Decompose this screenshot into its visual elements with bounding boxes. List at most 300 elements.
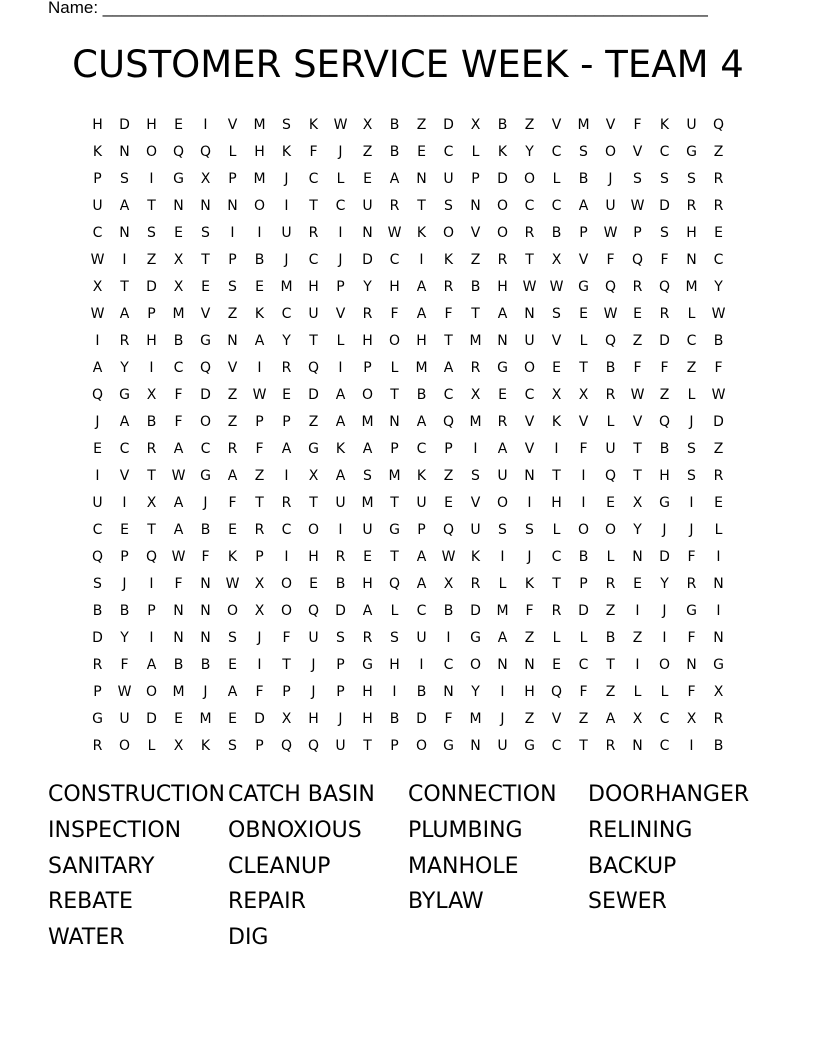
grid-letter: Z — [254, 468, 265, 484]
grid-letter: I — [419, 657, 424, 673]
grid-letter: T — [579, 738, 588, 754]
grid-letter: S — [552, 306, 561, 322]
word-bank-item: REBATE — [48, 889, 133, 915]
grid-letter: Z — [362, 144, 373, 160]
grid-letter: U — [281, 225, 292, 241]
grid-letter: A — [227, 684, 238, 700]
grid-letter: K — [497, 144, 508, 160]
grid-row — [84, 193, 732, 220]
grid-letter: Z — [416, 117, 427, 133]
grid-letter: Q — [91, 549, 104, 565]
grid-letter: C — [524, 387, 535, 403]
grid-letter: Y — [282, 333, 291, 349]
grid-letter: B — [713, 333, 724, 349]
grid-letter: C — [92, 522, 103, 538]
grid-letter: U — [524, 333, 535, 349]
grid-letter: U — [686, 117, 697, 133]
grid-letter: P — [336, 657, 345, 673]
grid-letter: F — [687, 630, 696, 646]
grid-letter: W — [630, 198, 645, 214]
grid-letter: I — [473, 441, 478, 457]
grid-letter: R — [254, 522, 265, 538]
grid-letter: C — [443, 144, 454, 160]
grid-letter: L — [660, 684, 669, 700]
grid-letter: K — [200, 738, 211, 754]
grid-letter: Z — [632, 630, 643, 646]
grid-letter: I — [257, 225, 262, 241]
grid-letter: M — [172, 684, 185, 700]
grid-letter: M — [199, 711, 212, 727]
grid-letter: D — [416, 711, 427, 727]
grid-letter: S — [201, 225, 210, 241]
grid-letter: G — [578, 279, 589, 295]
grid-letter: N — [119, 225, 130, 241]
grid-letter: F — [714, 360, 723, 376]
word-bank-item: DOORHANGER — [588, 782, 750, 807]
grid-letter: D — [659, 549, 670, 565]
grid-letter: T — [633, 468, 642, 484]
grid-letter: J — [284, 171, 289, 187]
grid-letter: E — [606, 495, 615, 511]
grid-letter: N — [200, 603, 211, 619]
grid-letter: I — [581, 468, 586, 484]
grid-letter: H — [416, 333, 427, 349]
grid-letter: A — [119, 414, 130, 430]
grid-letter: Q — [442, 522, 455, 538]
grid-letter: W — [117, 684, 132, 700]
grid-letter: R — [443, 279, 454, 295]
grid-letter: O — [469, 657, 482, 673]
word-bank-item: DIG — [228, 925, 269, 951]
grid-letter: H — [362, 711, 373, 727]
grid-letter: I — [689, 738, 694, 754]
grid-letter: D — [713, 414, 724, 430]
grid-letter: N — [119, 144, 130, 160]
grid-letter: D — [200, 387, 211, 403]
grid-letter: S — [471, 468, 480, 484]
grid-letter: B — [173, 333, 184, 349]
grid-letter: I — [284, 549, 289, 565]
grid-letter: I — [230, 225, 235, 241]
word-bank-item: WATER — [48, 925, 125, 951]
grid-letter: C — [173, 360, 184, 376]
grid-letter: R — [551, 603, 562, 619]
grid-letter: F — [525, 603, 534, 619]
grid-letter: P — [444, 441, 453, 457]
grid-letter: I — [554, 441, 559, 457]
grid-letter: Z — [524, 117, 535, 133]
grid-letter: T — [147, 198, 156, 214]
grid-letter: M — [253, 117, 266, 133]
grid-letter: Q — [307, 738, 320, 754]
grid-letter: V — [578, 414, 589, 430]
grid-letter: M — [469, 414, 482, 430]
grid-letter: W — [630, 387, 645, 403]
grid-letter: Q — [658, 414, 671, 430]
grid-letter: O — [496, 198, 509, 214]
grid-letter: O — [523, 171, 536, 187]
grid-letter: W — [333, 117, 348, 133]
grid-letter: T — [390, 549, 399, 565]
word-bank-item: RELINING — [588, 817, 693, 843]
grid-letter: F — [228, 495, 237, 511]
grid-letter: G — [200, 468, 211, 484]
grid-letter: A — [173, 495, 184, 511]
grid-letter: F — [174, 576, 183, 592]
page-title: CUSTOMER SERVICE WEEK - TEAM 4 — [72, 43, 744, 86]
grid-letter: C — [416, 441, 427, 457]
grid-row — [84, 490, 732, 517]
grid-letter: O — [496, 225, 509, 241]
word-bank-item: BACKUP — [588, 853, 677, 879]
grid-letter: C — [200, 441, 211, 457]
grid-letter: M — [172, 306, 185, 322]
grid-letter: F — [444, 711, 453, 727]
grid-letter: Z — [524, 630, 535, 646]
grid-letter: T — [282, 657, 291, 673]
grid-letter: E — [201, 279, 210, 295]
grid-letter: Z — [227, 414, 238, 430]
grid-letter: R — [227, 441, 238, 457]
grid-letter: T — [444, 333, 453, 349]
grid-row — [84, 112, 732, 139]
grid-letter: A — [416, 306, 427, 322]
grid-letter: J — [662, 522, 667, 538]
grid-letter: S — [228, 630, 237, 646]
grid-letter: H — [389, 657, 400, 673]
grid-letter: P — [390, 441, 399, 457]
grid-letter: B — [470, 279, 481, 295]
grid-letter: E — [174, 117, 183, 133]
grid-letter: J — [311, 657, 316, 673]
word-bank-row — [48, 849, 768, 885]
grid-letter: N — [389, 414, 400, 430]
grid-letter: P — [390, 738, 399, 754]
grid-letter: D — [119, 117, 130, 133]
grid-letter: X — [92, 279, 103, 295]
grid-letter: V — [470, 225, 481, 241]
grid-letter: I — [662, 630, 667, 646]
grid-letter: U — [497, 468, 508, 484]
grid-letter: D — [254, 711, 265, 727]
grid-letter: U — [605, 441, 616, 457]
grid-letter: X — [686, 711, 697, 727]
grid-letter: Z — [227, 387, 238, 403]
grid-letter: L — [336, 333, 345, 349]
grid-letter: N — [524, 657, 535, 673]
grid-letter: Q — [658, 279, 671, 295]
grid-letter: Q — [199, 360, 212, 376]
grid-letter: C — [416, 603, 427, 619]
grid-letter: X — [713, 684, 724, 700]
grid-letter: R — [362, 306, 373, 322]
grid-letter: X — [254, 576, 265, 592]
grid-letter: M — [253, 171, 266, 187]
grid-letter: X — [470, 117, 481, 133]
grid-letter: M — [577, 117, 590, 133]
grid-letter: K — [281, 144, 292, 160]
grid-letter: U — [335, 738, 346, 754]
grid-letter: G — [686, 144, 697, 160]
grid-letter: B — [605, 630, 616, 646]
grid-letter: W — [225, 576, 240, 592]
grid-letter: N — [443, 684, 454, 700]
grid-letter: N — [632, 549, 643, 565]
grid-letter: V — [578, 252, 589, 268]
grid-letter: B — [119, 603, 130, 619]
grid-letter: Q — [145, 549, 158, 565]
grid-letter: E — [444, 495, 453, 511]
grid-letter: Q — [712, 117, 725, 133]
grid-letter: P — [363, 360, 372, 376]
grid-letter: F — [606, 252, 615, 268]
grid-letter: F — [282, 630, 291, 646]
grid-letter: J — [662, 603, 667, 619]
grid-letter: R — [470, 360, 481, 376]
grid-letter: C — [686, 333, 697, 349]
grid-letter: E — [417, 144, 426, 160]
grid-letter: A — [443, 360, 454, 376]
grid-letter: V — [551, 117, 562, 133]
grid-letter: W — [171, 549, 186, 565]
grid-letter: P — [579, 225, 588, 241]
grid-letter: X — [632, 495, 643, 511]
grid-letter: X — [146, 495, 157, 511]
grid-letter: U — [92, 198, 103, 214]
grid-letter: C — [281, 306, 292, 322]
grid-letter: C — [713, 252, 724, 268]
grid-letter: X — [551, 252, 562, 268]
grid-letter: I — [257, 360, 262, 376]
grid-letter: T — [417, 198, 426, 214]
word-bank-item: MANHOLE — [408, 853, 519, 879]
grid-letter: P — [228, 252, 237, 268]
grid-letter: Z — [470, 252, 481, 268]
grid-letter: K — [470, 549, 481, 565]
grid-row — [84, 139, 732, 166]
grid-letter: N — [416, 171, 427, 187]
grid-letter: H — [362, 684, 373, 700]
grid-letter: T — [471, 306, 480, 322]
grid-letter: B — [713, 738, 724, 754]
grid-letter: K — [659, 117, 670, 133]
grid-letter: P — [417, 522, 426, 538]
grid-row — [84, 679, 732, 706]
grid-letter: N — [200, 198, 211, 214]
grid-letter: T — [363, 738, 372, 754]
grid-letter: O — [118, 738, 131, 754]
grid-letter: G — [119, 387, 130, 403]
grid-letter: D — [443, 117, 454, 133]
word-bank-row — [48, 920, 768, 956]
grid-letter: J — [122, 576, 127, 592]
grid-letter: Z — [713, 441, 724, 457]
grid-letter: J — [608, 171, 613, 187]
grid-letter: C — [578, 657, 589, 673]
word-bank-item: SANITARY — [48, 853, 155, 879]
grid-letter: B — [200, 522, 211, 538]
grid-letter: A — [173, 522, 184, 538]
grid-letter: O — [577, 522, 590, 538]
grid-letter: U — [119, 711, 130, 727]
grid-letter: D — [146, 711, 157, 727]
grid-letter: A — [497, 630, 508, 646]
grid-letter: O — [226, 603, 239, 619]
grid-letter: R — [92, 657, 103, 673]
word-bank-item: OBNOXIOUS — [228, 817, 362, 843]
grid-letter: J — [338, 711, 343, 727]
grid-letter: G — [497, 360, 508, 376]
grid-letter: K — [416, 468, 427, 484]
grid-letter: F — [255, 441, 264, 457]
grid-letter: A — [335, 468, 346, 484]
grid-letter: R — [686, 576, 697, 592]
grid-letter: P — [228, 171, 237, 187]
grid-letter: L — [579, 630, 588, 646]
grid-row — [84, 355, 732, 382]
word-bank-item: INSPECTION — [48, 817, 182, 843]
grid-letter: K — [416, 225, 427, 241]
grid-letter: Q — [199, 144, 212, 160]
grid-letter: T — [390, 495, 399, 511]
grid-letter: E — [228, 657, 237, 673]
grid-letter: D — [335, 603, 346, 619]
grid-letter: C — [443, 387, 454, 403]
grid-letter: A — [281, 441, 292, 457]
grid-letter: X — [578, 387, 589, 403]
grid-letter: T — [552, 576, 561, 592]
grid-row — [84, 598, 732, 625]
grid-letter: U — [362, 522, 373, 538]
name-field-line: Name: ________________________________________________________________ — [48, 0, 708, 17]
grid-letter: Y — [714, 279, 723, 295]
grid-letter: O — [361, 387, 374, 403]
grid-letter: U — [416, 495, 427, 511]
grid-letter: V — [227, 360, 238, 376]
grid-letter: R — [335, 549, 346, 565]
grid-letter: X — [470, 387, 481, 403]
grid-letter: F — [660, 252, 669, 268]
grid-letter: Y — [633, 522, 642, 538]
grid-letter: T — [606, 657, 615, 673]
grid-row — [84, 328, 732, 355]
grid-row — [84, 517, 732, 544]
grid-letter: F — [309, 144, 318, 160]
grid-letter: Z — [227, 306, 238, 322]
grid-letter: G — [686, 603, 697, 619]
grid-letter: K — [524, 576, 535, 592]
grid-letter: R — [362, 630, 373, 646]
grid-letter: H — [308, 549, 319, 565]
grid-letter: T — [309, 198, 318, 214]
grid-letter: S — [525, 522, 534, 538]
grid-row — [84, 625, 732, 652]
grid-letter: P — [336, 684, 345, 700]
grid-letter: J — [257, 630, 262, 646]
grid-letter: V — [119, 468, 130, 484]
grid-row — [84, 382, 732, 409]
grid-letter: Z — [308, 414, 319, 430]
grid-letter: R — [605, 738, 616, 754]
grid-letter: R — [713, 171, 724, 187]
word-bank-row — [48, 813, 768, 849]
grid-letter: O — [280, 603, 293, 619]
grid-letter: J — [689, 522, 694, 538]
grid-letter: H — [686, 225, 697, 241]
grid-letter: I — [338, 225, 343, 241]
grid-letter: H — [146, 117, 157, 133]
grid-letter: R — [497, 252, 508, 268]
grid-letter: Q — [388, 576, 401, 592]
grid-letter: I — [635, 657, 640, 673]
grid-letter: V — [524, 414, 535, 430]
grid-letter: Q — [442, 414, 455, 430]
grid-letter: B — [146, 414, 157, 430]
word-bank-item: BYLAW — [408, 889, 484, 915]
grid-letter: I — [446, 630, 451, 646]
grid-letter: Q — [307, 603, 320, 619]
grid-letter: I — [122, 252, 127, 268]
word-bank-item: CATCH BASIN — [228, 782, 375, 807]
grid-letter: S — [660, 225, 669, 241]
grid-letter: W — [387, 225, 402, 241]
grid-letter: A — [416, 279, 427, 295]
grid-letter: N — [524, 306, 535, 322]
grid-letter: O — [307, 522, 320, 538]
grid-letter: N — [173, 603, 184, 619]
grid-letter: U — [308, 306, 319, 322]
grid-letter: J — [527, 549, 532, 565]
grid-letter: N — [470, 198, 481, 214]
grid-letter: U — [470, 522, 481, 538]
grid-letter: H — [308, 279, 319, 295]
grid-letter: M — [280, 279, 293, 295]
grid-letter: A — [416, 576, 427, 592]
grid-letter: E — [579, 306, 588, 322]
grid-letter: G — [443, 738, 454, 754]
grid-letter: K — [254, 306, 265, 322]
grid-letter: C — [524, 198, 535, 214]
grid-letter: F — [201, 549, 210, 565]
grid-letter: T — [633, 441, 642, 457]
grid-letter: R — [281, 495, 292, 511]
grid-letter: A — [146, 657, 157, 673]
grid-letter: P — [147, 603, 156, 619]
grid-letter: E — [714, 495, 723, 511]
grid-letter: F — [579, 684, 588, 700]
grid-letter: E — [282, 387, 291, 403]
grid-letter: I — [392, 684, 397, 700]
grid-letter: B — [389, 117, 400, 133]
grid-letter: T — [390, 387, 399, 403]
grid-letter: D — [470, 603, 481, 619]
grid-letter: E — [174, 225, 183, 241]
grid-letter: P — [282, 684, 291, 700]
grid-letter: G — [389, 522, 400, 538]
grid-letter: L — [336, 171, 345, 187]
word-bank-item: CONNECTION — [408, 782, 557, 807]
grid-letter: I — [122, 495, 127, 511]
grid-letter: S — [579, 144, 588, 160]
grid-letter: B — [578, 171, 589, 187]
grid-letter: S — [687, 171, 696, 187]
grid-letter: X — [308, 468, 319, 484]
grid-letter: F — [633, 117, 642, 133]
grid-letter: W — [549, 279, 564, 295]
grid-letter: L — [687, 306, 696, 322]
grid-letter: W — [90, 306, 105, 322]
grid-letter: J — [95, 414, 100, 430]
